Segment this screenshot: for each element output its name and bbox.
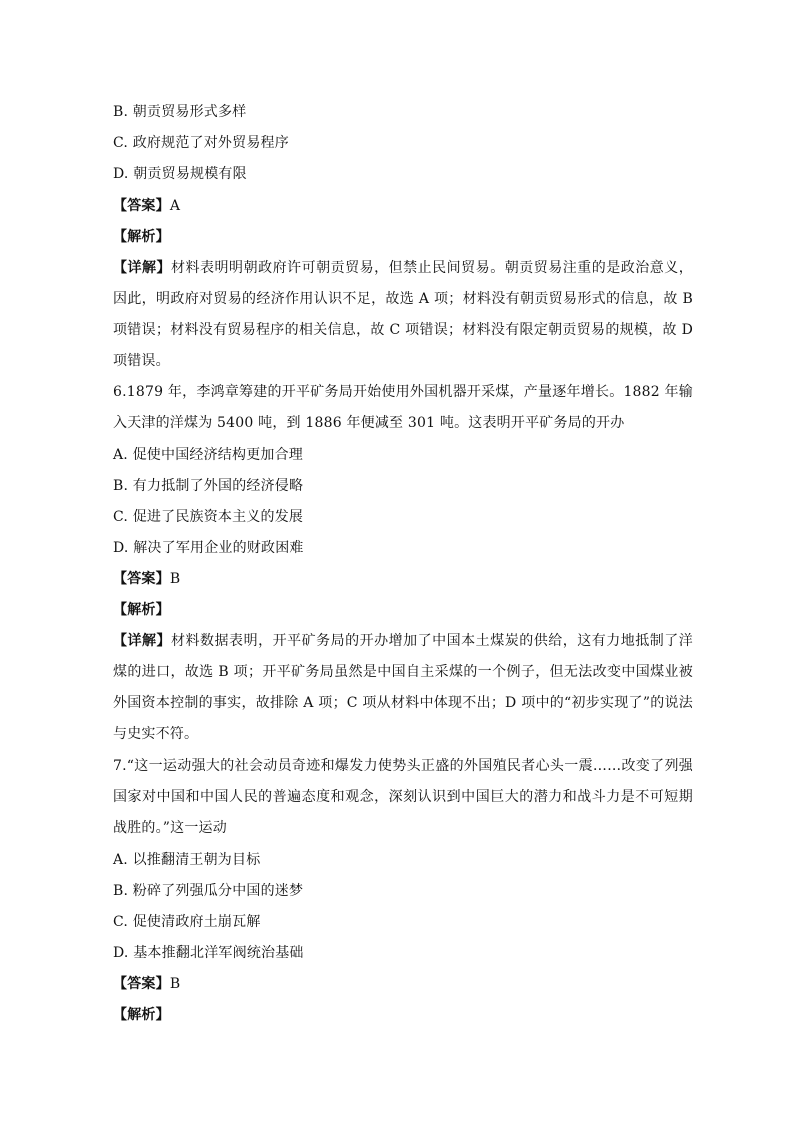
q5-detail-paragraph: [113, 253, 693, 377]
answer-value: A: [169, 198, 181, 214]
q6-option-d: D. 解决了军用企业的财政困难: [113, 540, 304, 556]
q7-stem: 7.“这一运动强大的社会动员奇迹和爆发力使势头正盛的外国殖民者心头一震……改变了列强国家对中国和中国人民的普遍态度和观念，深刻认识到中国巨大的潜力和战斗力是不可短期战胜的。”这一运动: [113, 758, 693, 836]
q5-analysis-label: 【解析】: [113, 229, 170, 245]
q6-option-a: A. 促使中国经济结构更加合理: [113, 447, 304, 463]
detail-label: 【详解】: [113, 633, 172, 649]
detail-label: 【详解】: [113, 260, 172, 276]
detail-text: 材料数据表明，开平矿务局的开办增加了中国本土煤炭的供给，这有力地抵制了洋煤的进口，故选 B 项；开平矿务局虽然是中国自主采煤的一个例子，但无法改变中国煤业被外国资本控制的事实，故排除 A 项；C 项从材料中体现不出；D 项中的“初步实现了”的说法与史实不符。: [113, 633, 693, 742]
q6-option-b: B. 有力抵制了外国的经济侵略: [113, 478, 304, 494]
answer-value: B: [169, 976, 181, 992]
answer-label: 【答案】: [113, 976, 170, 992]
q7-option-c: C. 促使清政府土崩瓦解: [113, 914, 261, 930]
q5-option-c: C. 政府规范了对外贸易程序: [113, 135, 289, 151]
q5-option-d: D. 朝贡贸易规模有限: [113, 166, 247, 182]
q7-answer-line: [113, 974, 693, 994]
q7-analysis-label: 【解析】: [113, 1007, 170, 1023]
q7-option-a: A. 以推翻清王朝为目标: [113, 852, 261, 868]
q6-detail-paragraph: [113, 626, 693, 750]
answer-value: B: [169, 571, 181, 587]
answer-label: 【答案】: [113, 198, 170, 214]
q5-answer-line: [113, 196, 693, 216]
q5-option-b: B. 朝贡贸易形式多样: [113, 104, 247, 120]
q6-stem: 6.1879 年，李鸿章筹建的开平矿务局开始使用外国机器开采煤，产量逐年增长。1882 年输入天津的洋煤为 5400 吨，到 1886 年便减至 301 吨。这表明开平矿务局的开办: [113, 384, 693, 431]
q7-option-b: B. 粉碎了列强瓜分中国的迷梦: [113, 883, 304, 899]
q6-answer-line: [113, 569, 693, 589]
q6-analysis-label: 【解析】: [113, 602, 170, 618]
detail-text: 材料表明明朝政府许可朝贡贸易，但禁止民间贸易。朝贡贸易注重的是政治意义，因此，明政府对贸易的经济作用认识不足，故选 A 项；材料没有朝贡贸易形式的信息，故 B 项错误；材料没有贸易程序的相关信息，故 C 项错误；材料没有限定朝贡贸易的规模，故 D 项错误。: [113, 260, 693, 369]
q6-option-c: C. 促进了民族资本主义的发展: [113, 509, 304, 525]
answer-label: 【答案】: [113, 571, 170, 587]
q7-option-d: D. 基本推翻北洋军阀统治基础: [113, 945, 304, 961]
